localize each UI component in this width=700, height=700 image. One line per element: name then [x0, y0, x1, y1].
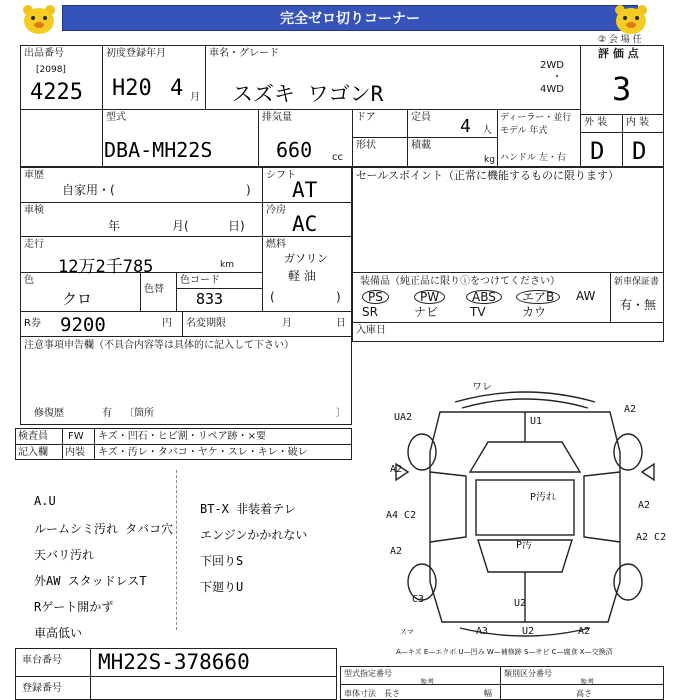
inspection-label: 車検 [24, 205, 44, 216]
fuel-paren-close: ) [336, 290, 341, 304]
equipment-item: PW [414, 290, 445, 304]
repair-label: 修復歴 [34, 408, 64, 419]
color-change-label: 色替 [144, 284, 164, 295]
color-code: 833 [196, 290, 224, 308]
equipment-item: PS [362, 290, 389, 304]
yen-unit: 円 [162, 318, 172, 329]
reg-no-label: 登録番号 [22, 683, 62, 694]
vehicle-length-label: 車体寸法 [344, 689, 376, 698]
diag-label-u2-center: U2 [514, 598, 527, 609]
class-no-sub: 参考 [580, 678, 594, 686]
type-no-sub: 参考 [420, 678, 434, 686]
shape-label: 形状 [356, 140, 376, 151]
mascot-right-icon [608, 2, 654, 36]
handwritten-note-left: 車高低い [34, 626, 83, 640]
diag-label-p: P汚 [516, 540, 533, 551]
name-grade: スズキ ワゴンR [232, 82, 384, 106]
shift-value: AT [292, 178, 318, 202]
equipment-item: ナビ [414, 305, 439, 319]
repair-close: 〕 [336, 408, 346, 419]
diag-label-c3: C3 [412, 594, 425, 605]
reg-month: 4 [170, 76, 184, 101]
aircon-value: AC [292, 212, 318, 236]
damage-legend: A—キズ E—エクボ U—凹み W—補修跡 S—サビ C—腐食 X—交換済 [396, 648, 613, 656]
chassis-label: 車台番号 [22, 655, 62, 666]
warranty-label: 新車保証書 [614, 277, 660, 287]
type-no-label: 型式指定番号 [344, 669, 392, 678]
exterior-label: 外 装 [584, 117, 608, 128]
diag-label-a2-bottom: A2 [578, 626, 591, 637]
banner-title: 完全ゼロ切りコーナー [62, 5, 638, 31]
inspector-label1: 検査員 [18, 431, 48, 442]
width-label: 幅 [484, 689, 492, 698]
fuel-label: 燃料 [266, 239, 286, 250]
diag-label-u2-bottom: U2 [522, 626, 535, 637]
handwritten-note-right: エンジンかかれない [200, 528, 308, 542]
equipment-label: 装備品（純正品に限りⓘをつけてください） [360, 276, 560, 287]
shift-label: シフト [266, 170, 296, 181]
model-year-label: モデル 年式 [500, 126, 548, 136]
aircon-label: 冷房 [266, 205, 286, 216]
interior-label: 内 装 [626, 117, 650, 128]
diag-label-ua2: UA2 [394, 412, 413, 423]
cc-label: 排気量 [262, 112, 292, 123]
capacity-label: 定員 [411, 112, 431, 123]
fuel-diesel: 軽 油 [288, 269, 316, 283]
inspection-day: 日) [228, 219, 245, 233]
diag-label-a2c2: A2 C2 [636, 532, 667, 543]
int-text: キズ・汚レ・タバコ・ヤケ・スレ・キレ・破レ [98, 447, 308, 458]
repair-places: 〔箇所 [124, 408, 154, 419]
fw-label: FW [68, 431, 84, 442]
dealer-label: ディーラー・並行 [500, 113, 572, 123]
handwritten-note-left: A.U [34, 494, 56, 508]
load-label: 積載 [411, 140, 431, 151]
handwritten-note-right: 下廻りU [200, 580, 244, 594]
arrival-label: 入庫日 [356, 325, 386, 336]
mileage-unit: km [220, 260, 234, 270]
model-label: 型式 [106, 112, 126, 123]
mascot-left-icon [16, 2, 62, 36]
reg-year: H20 [112, 76, 152, 101]
inspector-label2: 記入欄 [18, 447, 48, 458]
notes-label: 注意事項申告欄（不具合内容等は具体的に記入して下さい） [24, 340, 294, 351]
door-label: ドア [356, 112, 376, 123]
lot-no-label: 出品番号 [24, 48, 64, 59]
handwritten-note-right: BT-X 非装着テレ [200, 502, 296, 516]
handle-label: ハンドル 左・右 [500, 153, 566, 163]
equipment-item: SR [362, 305, 378, 319]
recycle-label: R券 [24, 318, 41, 329]
model-value: DBA-MH22S [104, 138, 213, 162]
name-grade-label: 車名・グレード [209, 48, 279, 59]
history-close: ) [246, 183, 251, 197]
fuel-gas: ガソリン [284, 252, 328, 265]
month-unit: 月 [190, 92, 200, 103]
length-label: 長さ [384, 689, 400, 698]
diag-label-a2-right: A2 [638, 500, 651, 511]
name-change-day: 日 [336, 318, 346, 329]
name-change-label: 名変期限 [186, 318, 226, 329]
diag-label-a3: A3 [476, 626, 489, 637]
diag-label-a2-left: A2 [390, 464, 403, 475]
capacity-value: 4 [460, 116, 471, 137]
score-value: 3 [612, 70, 632, 108]
color-code-label: 色コード [180, 275, 220, 286]
diag-label-a4c2: A4 C2 [386, 510, 417, 521]
capacity-unit: 人 [482, 125, 492, 136]
mileage-label: 走行 [24, 239, 44, 250]
equipment-item: ABS [466, 290, 502, 304]
height-label: 高さ [576, 689, 592, 698]
lot-no-sub: [2098] [36, 65, 66, 75]
color-value: クロ [62, 290, 93, 308]
handwritten-note-left: ルームシミ汚れ タバコ穴 [34, 522, 174, 536]
drive-2wd: 2WD [540, 60, 564, 71]
diag-label-a2-lower-left: A2 [390, 546, 403, 557]
score-label: 評 価 点 [598, 47, 639, 60]
handwritten-note-left: 外AW スタッドレスT [34, 574, 147, 588]
interior-grade: D [632, 137, 647, 165]
handwritten-note-left: Rゲート開かず [34, 600, 114, 614]
corner-label: ② 会 場 任 [598, 35, 642, 45]
diag-label-p-dirty: P汚れ [530, 492, 557, 503]
equipment-item: エアB [516, 290, 560, 304]
lot-number: 4225 [30, 80, 83, 105]
color-label: 色 [24, 275, 34, 286]
fuel-paren-open: ( [270, 290, 275, 304]
diag-label-u1: U1 [530, 416, 543, 427]
int-label: 内装 [65, 447, 85, 458]
warranty-value: 有・無 [620, 298, 657, 312]
recycle-value: 9200 [60, 314, 106, 336]
history-value: 自家用・( [62, 183, 115, 197]
drive-dot: ・ [552, 72, 562, 83]
exterior-grade: D [590, 137, 605, 165]
cc-unit: cc [332, 152, 343, 163]
class-no-label: 類別区分番号 [504, 669, 552, 678]
history-label: 車歴 [24, 170, 44, 181]
drive-4wd: 4WD [540, 84, 564, 95]
load-unit: kg [484, 155, 495, 165]
fw-text: キズ・凹石・ヒビ割・リペア跡・×要 [98, 431, 266, 442]
repair-value: 有 [102, 408, 112, 419]
diag-label-crack: ワレ [472, 382, 492, 393]
reg-year-label: 初度登録年月 [106, 48, 166, 59]
equipment-item: TV [470, 305, 486, 319]
cc-value: 660 [276, 138, 313, 162]
car-damage-diagram [380, 372, 670, 642]
mileage-value: 12万2千785 [58, 257, 154, 277]
handwritten-note-left: 天バリ汚れ [34, 548, 95, 562]
handwritten-note-right: 下回りS [200, 554, 244, 568]
diag-label-suma: スマ [400, 628, 414, 636]
equipment-item: AW [576, 289, 596, 303]
selling-points-label: セールスポイント（正常に機能するものに限ります） [356, 169, 620, 182]
equipment-block [352, 167, 664, 342]
equipment-item: カウ [522, 305, 547, 319]
inspection-month: 月( [172, 219, 189, 233]
diag-label-a2-front-right: A2 [624, 404, 637, 415]
name-change-month: 月 [282, 318, 292, 329]
chassis-value: MH22S-378660 [98, 650, 250, 674]
inspection-year: 年 [108, 219, 121, 233]
